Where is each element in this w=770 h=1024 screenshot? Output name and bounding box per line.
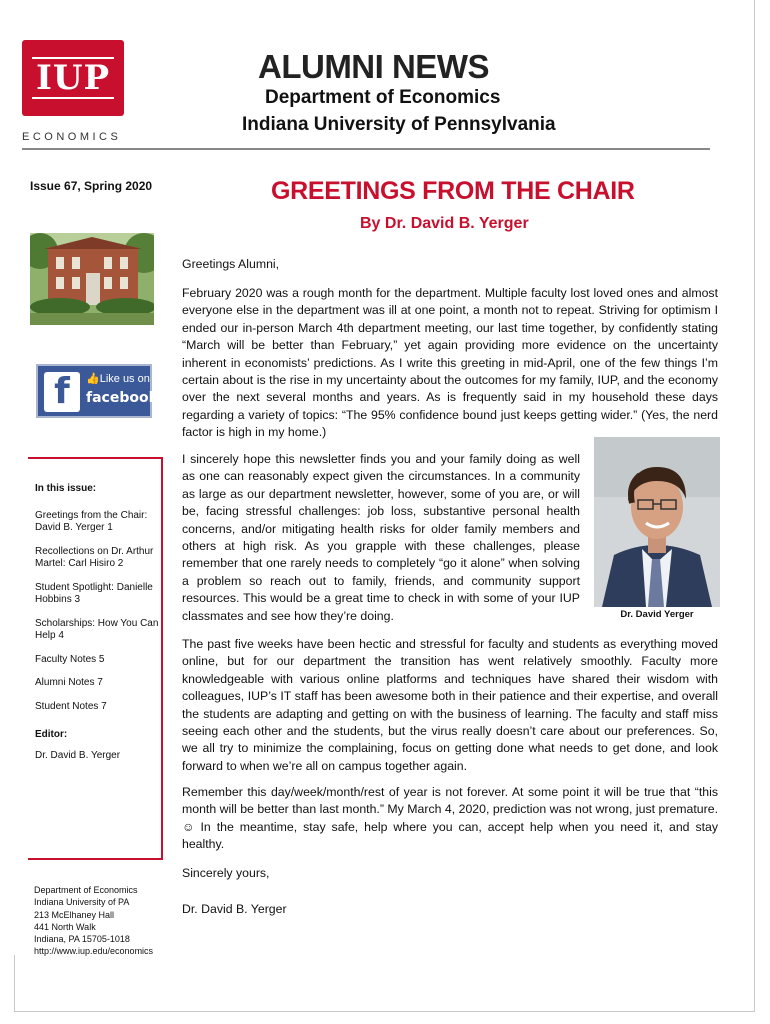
in-this-issue-box [28,457,163,860]
salutation: Greetings Alumni, [182,257,280,271]
page-border-left [14,955,15,1012]
article-headline: GREETINGS FROM THE CHAIR [271,177,635,205]
chair-portrait-photo [594,437,720,607]
page-border-bottom [14,1011,755,1012]
editor-name: Dr. David B. Yerger [35,749,121,761]
iup-logo [22,40,124,116]
facebook-wordmark: facebook [86,390,158,406]
facebook-like-badge[interactable] [36,364,158,418]
photo-caption: Dr. David Yerger [620,609,694,620]
issue-label: Issue 67, Spring 2020 [30,179,153,193]
paragraph-3: The past five weeks have been hectic and stressful for faculty and students as everything moved online, but for our department the transition has went relatively smoothly. Faculty more knowledgeable with various online platforms and techniques have shared their wisdom with colleagues, IUP’s IT staff has been awesome both in their patience and their expertise, and overall the students are adapting and getting on with the business of learning. The faculty and staff miss seeing each other and the students, but the virus really doesn’t care about our preferences. So, we all try to minimize the complaining, focus on getting done what needs to get done, and look forward to when we’re all on campus together again. [182,637,718,773]
facebook-icon: f [44,372,80,412]
sidebar-heading: In this issue: [35,483,97,494]
website-link[interactable]: http://www.iup.edu/economics [34,946,154,957]
department-address [34,884,153,958]
logo-text: IUP [32,57,114,99]
masthead-divider [22,148,710,150]
building-photo [30,233,154,325]
department-name: Department of Economics [265,87,501,108]
sidebar-item: Alumni Notes 7 [35,677,103,688]
logo-subtitle: ECONOMICS [22,131,122,143]
address-line: Department of Economics [34,885,138,895]
university-name: Indiana University of Pennsylvania [242,114,556,135]
address-line: 441 North Walk [34,921,96,932]
sidebar-item: Student Notes 7 [35,700,107,712]
sidebar-item: Recollections on Dr. Arthur Martel: Carl Hisiro 2 [35,545,154,569]
page-border-right [754,0,755,1012]
closing: Sincerely yours, [182,866,270,880]
address-line: Indiana, PA 15705-1018 [34,934,130,945]
thumbs-up-icon: 👍 [86,373,100,385]
editor-label: Editor: [35,729,68,740]
facebook-like-text: 👍Like us on [86,373,150,385]
address-line: 213 McElhaney Hall [34,909,115,920]
sidebar-item: Greetings from the Chair: David B. Yerger 1 [35,509,148,533]
address-line: Indiana University of PA [34,897,130,908]
paragraph-4: Remember this day/week/month/rest of year is not forever. At some point it will be true that “this month will be better than last month.” My March 4, 2020, prediction was not wrong, just premature.☺ In the meantime, stay safe, help where you can, accept help when you need it, and stay healthy. [182,785,718,852]
article-byline: By Dr. David B. Yerger [360,215,529,232]
paragraph-1: February 2020 was a rough month for the department. Multiple faculty lost loved ones and almost everyone else in the department was ill at one point, a month not to repeat. Striving for optimism I ended our in-person March 4th department meeting, our last time together, by confidently stating “March will be better than February,” yet again providing more evidence on the uncertainty inherent in economists’ predictions. As I write this greeting in mid-April, one of the few things I’m certain about is the rise in my uncertainty about the outcomes for my family, IUP, and the economy over the next several months and years. As is frequently said in my household these days regarding a variety of topics: “The 95% confidence bound just keeps getting wider.” (Yes, the nerd factor is high in my home.) [182,286,718,440]
newsletter-title: ALUMNI NEWS [258,48,489,85]
paragraph-2: I sincerely hope this newsletter finds you and your family doing as well as one can reasonably expect given the circumstances. In a community as large as our department newsletter, however, some of you are, or will be, facing stressful challenges: job loss, substantive personal health concerns, and/or mitigating health risks for older family members and others at high risk. As you grapple with these challenges, please remember that one rarely needs to completely “go it alone” when solving a problem so reach out to family, friends, and community support resources. This would be a great time to check in with some of your IUP classmates and see how they’re doing. [182,452,580,623]
sidebar-item: Faculty Notes 5 [35,653,105,665]
sidebar-item: Student Spotlight: Danielle Hobbins 3 [35,581,153,605]
sidebar-item: Scholarships: How You Can Help 4 [35,617,159,641]
signature: Dr. David B. Yerger [182,902,287,916]
